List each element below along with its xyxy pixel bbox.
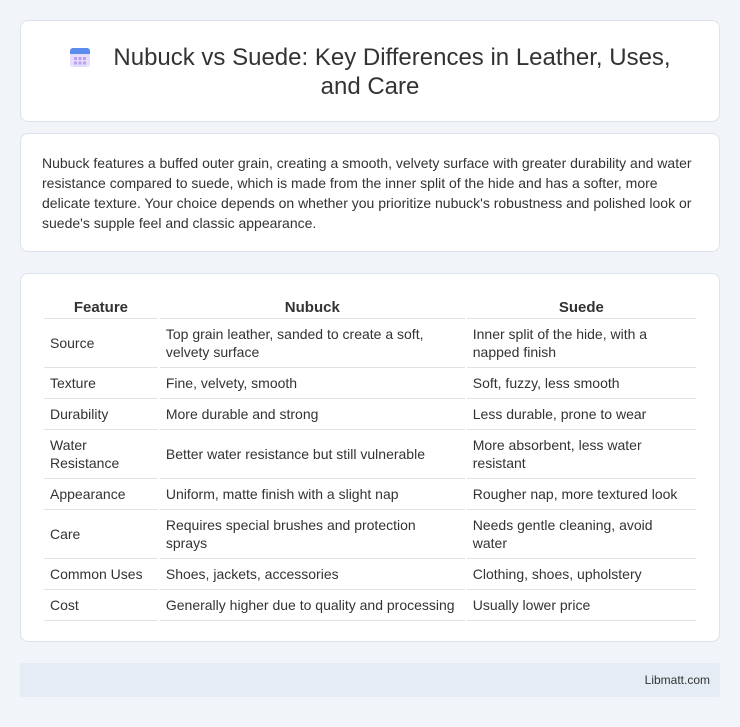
feature-cell: Texture: [44, 368, 158, 399]
feature-cell: Source: [44, 319, 158, 368]
calendar-icon: [69, 46, 91, 68]
nubuck-cell: Generally higher due to quality and processing: [160, 590, 465, 621]
nubuck-cell: Uniform, matte finish with a slight nap: [160, 479, 465, 510]
table-header-row: [44, 295, 696, 319]
header-feature: Feature: [44, 295, 158, 319]
suede-cell: Usually lower price: [467, 590, 696, 621]
table-row: [44, 368, 696, 399]
feature-cell: Cost: [44, 590, 158, 621]
feature-cell: Appearance: [44, 479, 158, 510]
feature-cell: Care: [44, 510, 158, 559]
table-row: [44, 399, 696, 430]
nubuck-cell: Better water resistance but still vulnerable: [160, 430, 465, 479]
table-row: [44, 559, 696, 590]
feature-cell: Common Uses: [44, 559, 158, 590]
comparison-card: [20, 273, 720, 642]
suede-cell: Clothing, shoes, upholstery: [467, 559, 696, 590]
nubuck-cell: More durable and strong: [160, 399, 465, 430]
feature-cell: Water Resistance: [44, 430, 158, 479]
title-card: [20, 20, 720, 122]
summary-card: [20, 133, 720, 252]
suede-cell: Soft, fuzzy, less smooth: [467, 368, 696, 399]
table-row: [44, 510, 696, 559]
comparison-table: [42, 295, 698, 621]
page-title: Nubuck vs Suede: Key Differences in Leather, Uses, and Care: [113, 44, 671, 100]
suede-cell: More absorbent, less water resistant: [467, 430, 696, 479]
nubuck-cell: Requires special brushes and protection sprays: [160, 510, 465, 559]
table-row: [44, 590, 696, 621]
header-nubuck: Nubuck: [160, 295, 465, 319]
nubuck-cell: Top grain leather, sanded to create a soft, velvety surface: [160, 319, 465, 368]
suede-cell: Less durable, prone to wear: [467, 399, 696, 430]
feature-cell: Durability: [44, 399, 158, 430]
footer-bar: [20, 663, 720, 697]
table-row: [44, 479, 696, 510]
suede-cell: Rougher nap, more textured look: [467, 479, 696, 510]
nubuck-cell: Shoes, jackets, accessories: [160, 559, 465, 590]
suede-cell: Needs gentle cleaning, avoid water: [467, 510, 696, 559]
footer-site-link[interactable]: Libmatt.com: [644, 673, 710, 687]
suede-cell: Inner split of the hide, with a napped finish: [467, 319, 696, 368]
summary-paragraph: Nubuck features a buffed outer grain, creating a smooth, velvety surface with greater durability and water resistance compared to suede, which is made from the inner split of the hide and has a softer, more delicate texture. Your choice depends on whether you prioritize nubuck's robustness and polished look or suede's supple feel and classic appearance.: [42, 155, 692, 231]
page-title-row: [21, 43, 719, 101]
header-suede: Suede: [467, 295, 696, 319]
table-row: [44, 319, 696, 368]
table-row: [44, 430, 696, 479]
nubuck-cell: Fine, velvety, smooth: [160, 368, 465, 399]
